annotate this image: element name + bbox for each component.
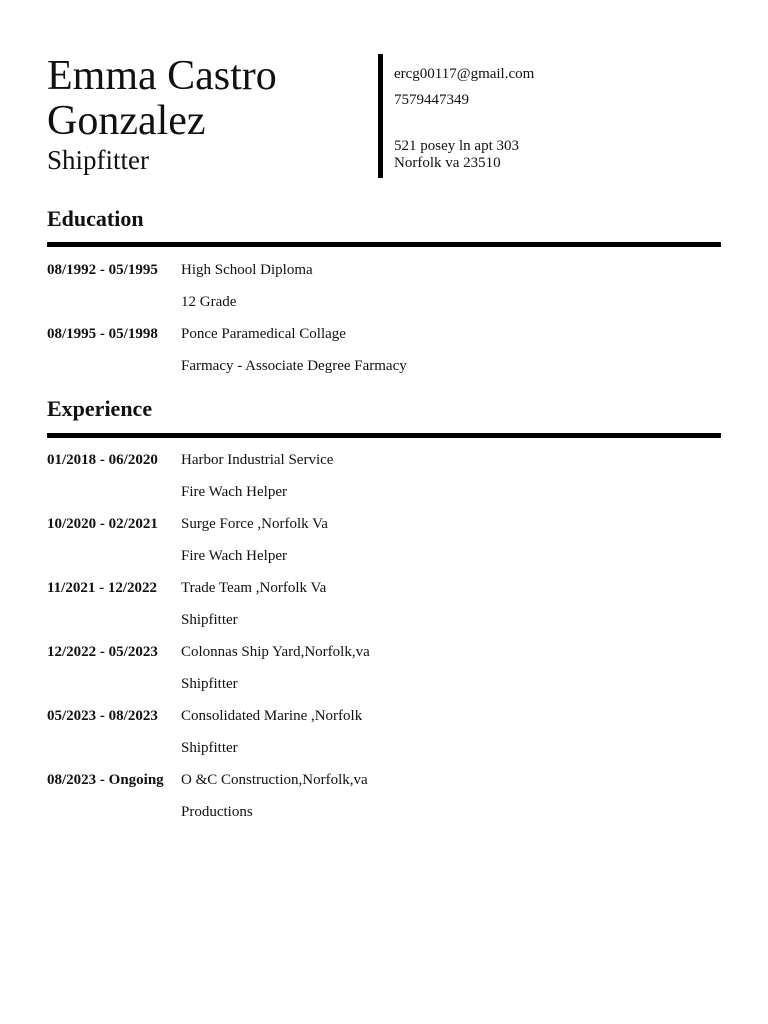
experience-list xyxy=(47,452,721,836)
experience-entry xyxy=(47,452,721,516)
entry-subtitle: Shipfitter xyxy=(181,676,238,692)
header-divider xyxy=(378,54,383,178)
entry-title: Ponce Paramedical Collage xyxy=(181,326,346,342)
entry-title: Harbor Industrial Service xyxy=(181,452,334,468)
entry-date: 08/1992 - 05/1995 xyxy=(47,262,158,278)
experience-entry xyxy=(47,580,721,644)
entry-date: 01/2018 - 06/2020 xyxy=(47,452,158,468)
job-title: Shipfitter xyxy=(47,145,149,175)
education-heading: Education xyxy=(47,206,144,231)
entry-subtitle: Productions xyxy=(181,804,253,820)
entry-subtitle: Fire Wach Helper xyxy=(181,548,287,564)
phone-text: 7579447349 xyxy=(394,92,469,108)
entry-date: 12/2022 - 05/2023 xyxy=(47,644,158,660)
experience-entry xyxy=(47,772,721,836)
entry-subtitle: Farmacy - Associate Degree Farmacy xyxy=(181,358,407,374)
experience-entry xyxy=(47,516,721,580)
email-text: ercg00117@gmail.com xyxy=(394,66,535,82)
full-name xyxy=(47,54,367,144)
entry-subtitle: Shipfitter xyxy=(181,740,238,756)
entry-date: 08/2023 - Ongoing xyxy=(47,772,164,788)
entry-title: Consolidated Marine ,Norfolk xyxy=(181,708,363,724)
experience-heading: Experience xyxy=(47,396,153,421)
entry-title: Trade Team ,Norfolk Va xyxy=(181,580,327,596)
education-rule xyxy=(47,242,721,247)
education-list xyxy=(47,262,721,390)
entry-subtitle: Shipfitter xyxy=(181,612,238,628)
entry-subtitle: 12 Grade xyxy=(181,294,237,310)
entry-title: High School Diploma xyxy=(181,262,313,278)
entry-date: 08/1995 - 05/1998 xyxy=(47,326,158,342)
name-block xyxy=(47,54,367,176)
experience-rule xyxy=(47,433,721,438)
entry-title: O &C Construction,Norfolk,va xyxy=(181,772,368,788)
entry-title: Colonnas Ship Yard,Norfolk,va xyxy=(181,644,370,660)
entry-date: 05/2023 - 08/2023 xyxy=(47,708,158,724)
entry-date: 10/2020 - 02/2021 xyxy=(47,516,158,532)
education-entry xyxy=(47,326,721,390)
address-line-2: Norfolk va 23510 xyxy=(394,155,501,171)
experience-entry xyxy=(47,708,721,772)
address-line-1: 521 posey ln apt 303 xyxy=(394,138,519,154)
entry-subtitle: Fire Wach Helper xyxy=(181,484,287,500)
entry-date: 11/2021 - 12/2022 xyxy=(47,580,158,596)
education-entry xyxy=(47,262,721,326)
name-line-1: Emma Castro xyxy=(47,53,277,99)
name-line-2: Gonzalez xyxy=(47,98,206,144)
experience-entry xyxy=(47,644,721,708)
entry-title: Surge Force ,Norfolk Va xyxy=(181,516,328,532)
